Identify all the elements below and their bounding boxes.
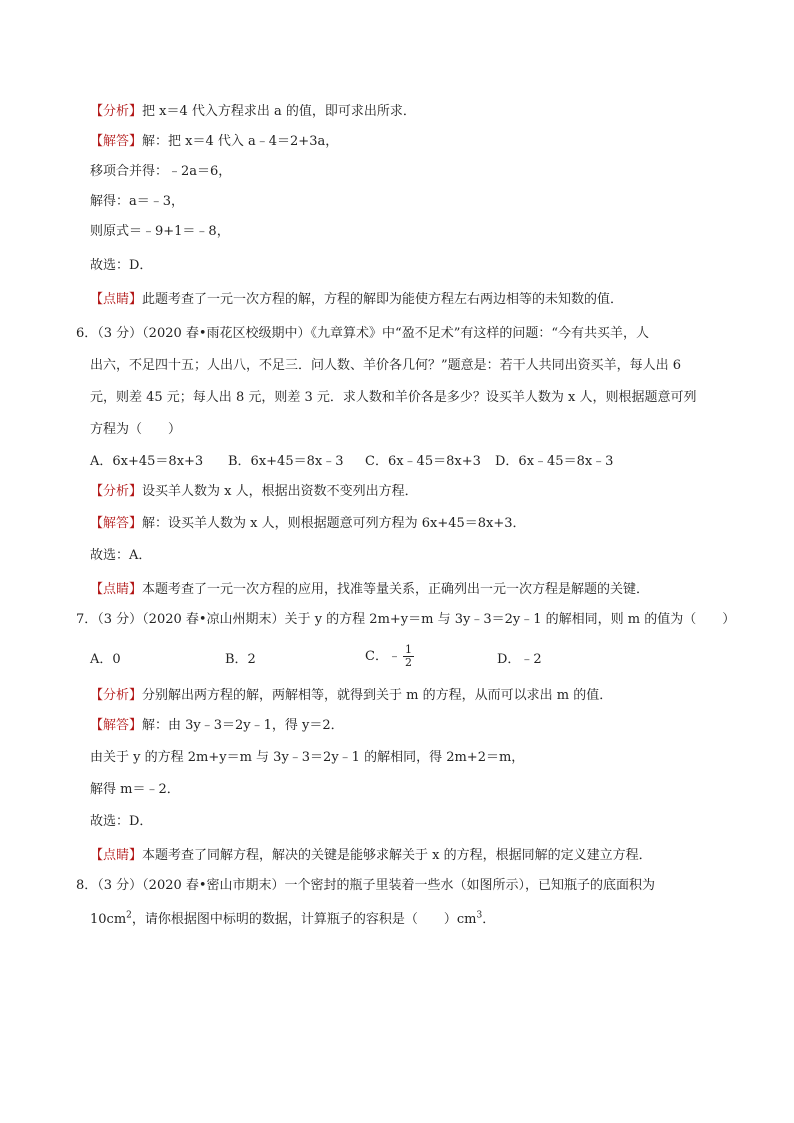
q5-comment [90, 290, 623, 310]
analysis-tag: 【分析】 [90, 484, 143, 499]
q5-solution-line-5: 故选：D． [90, 258, 153, 273]
solution-tag: 【解答】 [90, 718, 143, 733]
q6-stem-line-3: 元，则差 45 元；每人出 8 元，则差 3 元．求人数和羊价各是多少？设买羊人数为 x 人，则根据题意可列 [90, 390, 697, 405]
q6-comment-text: 本题考查了一元一次方程的应用，找准等量关系，正确列出一元一次方程是解题的关键． [142, 582, 650, 597]
comment-tag: 【点睛】 [90, 292, 143, 307]
q6-stem-line-4: 方程为（ ） [90, 422, 182, 437]
q7-analysis-text: 分别解出两方程的解，两解相等，就得到关于 m 的方程，从而可以求出 m 的值． [142, 688, 613, 703]
q6-stem-line-2: 出六，不足四十五；人出八，不足三．问人数、羊价各几何？”题意是：若干人共同出资买羊，每人出 6 [90, 358, 682, 373]
q8-stem-text: ，请你根据图中标明的数据，计算瓶子的容积是（ ）cm [131, 912, 477, 927]
q6-comment [90, 580, 649, 600]
q5-analysis [90, 102, 416, 122]
q7-option-d[interactable]: D．﹣2 [497, 652, 542, 667]
solution-tag: 【解答】 [90, 516, 143, 531]
q6-solution-text-1: 解：设买羊人数为 x 人，则根据题意可列方程为 6x+45＝8x+3． [142, 516, 526, 531]
q6-option-d[interactable]: D．6x﹣45＝8x﹣3 [495, 454, 614, 469]
fraction-denominator: 2 [404, 656, 412, 669]
q8-stem-line-1: 8．（3 分）（2020 春•密山市期末）一个密封的瓶子里装着一些水（如图所示），已知瓶子的底面积为 [76, 878, 656, 893]
q7-option-c[interactable] [365, 644, 414, 669]
analysis-tag: 【分析】 [90, 688, 143, 703]
q7-solution-line-1 [90, 716, 344, 736]
q6-solution-line-2: 故选：A． [90, 548, 152, 563]
analysis-tag: 【分析】 [90, 104, 143, 119]
q6-analysis-text: 设买羊人数为 x 人，根据出资数不变列出方程． [142, 484, 418, 499]
q7-option-c-label: C．﹣ [365, 649, 401, 664]
q5-comment-text: 此题考查了一元一次方程的解，方程的解即为能使方程左右两边相等的未知数的值． [142, 292, 624, 307]
q6-option-b[interactable]: B．6x+45＝8x﹣3 [228, 454, 344, 469]
q8-volume-exponent: 3 [476, 910, 483, 921]
comment-tag: 【点睛】 [90, 848, 143, 863]
comment-tag: 【点睛】 [90, 582, 143, 597]
q5-solution-line-3: 解得：a＝﹣3， [90, 194, 185, 209]
q7-solution-text-1: 解：由 3y﹣3＝2y﹣1，得 y＝2． [142, 718, 344, 733]
q7-comment-text: 本题考查了同解方程，解决的关键是能够求解关于 x 的方程，根据同解的定义建立方程． [142, 848, 652, 863]
q8-stem-line-2 [90, 910, 495, 930]
q5-solution-line-1 [90, 132, 338, 152]
q7-solution-line-2: 由关于 y 的方程 2m+y＝m 与 3y﹣3＝2y﹣1 的解相同，得 2m+2＝m， [90, 750, 525, 765]
q8-area-exponent: 2 [126, 910, 132, 921]
q6-analysis [90, 482, 418, 502]
q6-option-c[interactable]: C．6x﹣45＝8x+3 [365, 454, 481, 469]
q7-option-c-fraction [403, 644, 414, 669]
q5-solution-line-2: 移项合并得：﹣2a＝6， [90, 164, 232, 179]
q7-option-b[interactable]: B．2 [225, 652, 256, 667]
q5-solution-text-1: 解：把 x＝4 代入 a﹣4＝2+3a， [142, 134, 339, 149]
q6-stem-line-1: 6．（3 分）（2020 春•雨花区校级期中）《九章算术》中“盈不足术”有这样的问题：“今有共买羊，人 [76, 326, 649, 341]
solution-tag: 【解答】 [90, 134, 143, 149]
q7-stem: 7．（3 分）（2020 春•凉山州期末）关于 y 的方程 2m+y＝m 与 3y﹣3＝2y﹣1 的解相同，则 m 的值为（ ） [76, 612, 736, 627]
q7-solution-line-4: 故选：D． [90, 814, 153, 829]
q5-solution-line-4: 则原式＝﹣9+1＝﹣8， [90, 224, 230, 239]
q7-comment [90, 846, 652, 866]
q7-option-a[interactable]: A．0 [90, 652, 121, 667]
q5-analysis-text: 把 x＝4 代入方程求出 a 的值，即可求出所求． [142, 104, 416, 119]
q6-option-a[interactable]: A．6x+45＝8x+3 [90, 454, 204, 469]
q7-solution-line-3: 解得 m＝﹣2． [90, 782, 180, 797]
fraction-numerator: 1 [404, 643, 412, 656]
q6-solution-line-1 [90, 514, 526, 534]
q8-stem-end: ． [482, 912, 496, 927]
q8-area-value: 10cm [90, 912, 127, 927]
q7-analysis [90, 686, 612, 706]
